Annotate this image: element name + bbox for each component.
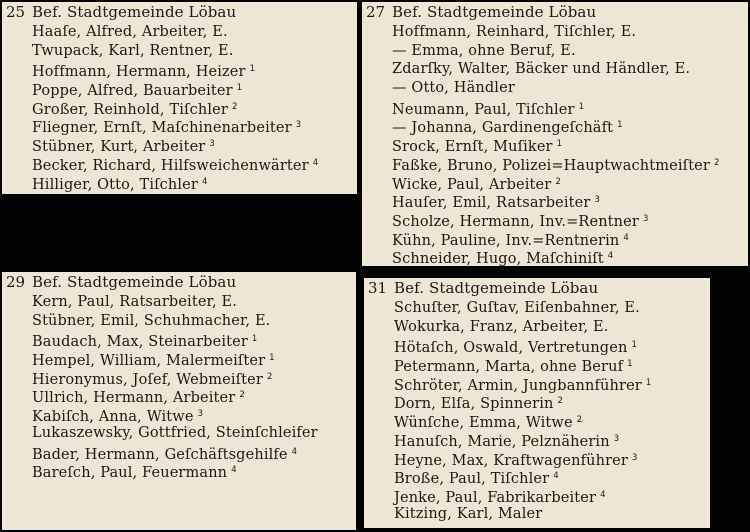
entry-list [392,23,746,266]
floor-marker: 2 [557,396,564,407]
directory-entry [32,349,354,368]
directory-entry [392,191,746,210]
page-header [362,2,748,22]
entry-text: Stübner, Emil, Schuhmacher, E. [32,312,271,329]
directory-entry [392,247,746,266]
entry-text: Fliegner, Ernſt, Maſchinenarbeiter [32,120,292,137]
directory-entry [32,23,355,42]
directory-entry [392,116,746,135]
floor-marker: 1 [251,334,258,345]
directory-entry [32,330,354,349]
floor-marker: 4 [231,465,237,476]
entry-text: Neumann, Paul, Tiſchler [392,101,575,118]
floor-marker: 4 [623,232,629,243]
directory-entry [392,79,746,98]
directory-entry [394,449,708,468]
floor-marker: 3 [613,433,620,444]
entry-text: — Otto, Händler [392,80,515,97]
floor-marker: 1 [617,120,623,131]
entry-text: Hieronymus, Joſef, Webmeiſter [32,371,263,388]
entry-text: Broße, Paul, Tiſchler [394,471,550,488]
directory-entry [392,60,746,79]
floor-marker: 4 [600,489,606,500]
floor-marker: 2 [239,390,245,401]
directory-entry [394,467,708,486]
entry-text: — Johanna, Gardinengeſchäft [392,120,614,137]
floor-marker: 1 [645,377,652,388]
entry-text: Schröter, Armin, Jungbannführer [394,377,642,394]
entry-text: Schneider, Hugo, Maſchiniſt [392,251,604,266]
floor-marker: 1 [236,83,243,94]
floor-marker: 1 [269,353,275,364]
entry-text: Faßke, Bruno, Polizei=Hauptwachtmeiſter [392,157,710,174]
entry-text: Hötaſch, Oswald, Vertretungen [394,340,628,357]
directory-entry [32,42,355,61]
directory-entry [32,154,355,173]
entry-text: Wünſche, Emma, Witwe [394,415,573,432]
page-25 [2,2,357,194]
floor-marker: 3 [594,195,601,206]
entry-text: Baudach, Max, Steinarbeiter [32,334,248,351]
directory-entry [32,368,354,387]
entry-text: Wicke, Paul, Arbeiter [392,176,552,193]
directory-entry [394,318,708,337]
page-number: 27 [366,3,386,21]
entry-text: Hempel, William, Malermeiſter [32,353,266,370]
directory-entry [32,443,354,462]
page-number: 31 [368,279,388,297]
entry-text: Hoffmann, Reinhard, Tiſchler, E. [392,24,637,40]
page-27 [362,2,748,266]
directory-entry [32,293,354,312]
entry-text: Hilliger, Otto, Tiſchler [32,176,198,193]
directory-entry [394,505,708,524]
directory-entry [32,60,355,79]
entry-text: Dorn, Elſa, Spinnerin [394,396,554,413]
entry-list [394,299,708,523]
directory-entry [394,430,708,449]
district-heading: Bef. Stadtgemeinde Löbau [392,3,597,21]
entry-text: Petermann, Marta, ohne Beruf [394,359,624,376]
entry-text: Bareſch, Paul, Feuermann [32,465,228,482]
entry-text: Hoffmann, Hermann, Heizer [32,64,246,81]
floor-marker: 1 [578,101,585,112]
directory-entry [32,79,355,98]
page-header [2,2,357,22]
directory-entry [392,42,746,61]
directory-entry [32,116,355,135]
floor-marker: 4 [553,471,559,482]
directory-entry [392,154,746,173]
page-header [2,272,356,292]
entry-text: Kern, Paul, Ratsarbeiter, E. [32,294,238,310]
directory-entry [32,461,354,480]
floor-marker: 1 [249,64,256,75]
page-31 [364,278,710,528]
floor-marker: 4 [312,157,319,168]
entry-text: Kabiſch, Anna, Witwe [32,409,194,426]
directory-entry [394,392,708,411]
floor-marker: 1 [627,359,633,370]
entry-text: Bader, Hermann, Geſchäftsgehilfe [32,446,288,463]
entry-list [32,293,354,480]
directory-entry [32,405,354,424]
entry-text: Zdarſky, Walter, Bäcker und Händler, E. [392,61,691,78]
directory-entry [394,355,708,374]
entry-text: Kitzing, Karl, Maler [394,505,543,522]
directory-entry [394,299,708,318]
directory-entry [392,229,746,248]
entry-text: Haaſe, Alfred, Arbeiter, E. [32,24,228,40]
floor-marker: 3 [295,120,302,131]
floor-marker: 4 [291,446,298,457]
floor-marker: 2 [555,176,561,187]
directory-entry [32,424,354,443]
entry-text: Wokurka, Franz, Arbeiter, E. [394,318,609,335]
entry-text: Jenke, Paul, Fabrikarbeiter [394,489,597,506]
floor-marker: 3 [642,213,649,224]
entry-text: Ullrich, Hermann, Arbeiter [32,390,236,407]
floor-marker: 2 [576,415,583,426]
directory-entry [394,374,708,393]
directory-entry [394,336,708,355]
directory-entry [394,486,708,505]
directory-entry [392,98,746,117]
directory-entry [394,411,708,430]
entry-text: — Emma, ohne Beruf, E. [392,42,576,59]
entry-text: Hauſer, Emil, Ratsarbeiter [392,195,591,212]
floor-marker: 1 [556,139,563,150]
directory-entry [32,312,354,331]
floor-marker: 1 [631,340,638,351]
floor-marker: 3 [632,452,638,463]
directory-entry [392,210,746,229]
floor-marker: 3 [197,409,204,420]
district-heading: Bef. Stadtgemeinde Löbau [32,3,237,21]
page-number: 25 [6,3,26,21]
entry-text: Kühn, Pauline, Inv.=Rentnerin [392,232,620,249]
floor-marker: 4 [607,251,614,262]
floor-marker: 4 [202,176,208,187]
entry-text: Großer, Reinhold, Tiſchler [32,101,228,118]
district-heading: Bef. Stadtgemeinde Löbau [32,273,237,291]
floor-marker: 2 [231,101,238,112]
directory-entry [32,173,355,192]
page-number: 29 [6,273,26,291]
entry-text: Scholze, Hermann, Inv.=Rentner [392,213,639,230]
entry-text: Twupack, Karl, Rentner, E. [32,42,234,59]
directory-entry [392,173,746,192]
directory-entry [392,135,746,154]
directory-entry [32,386,354,405]
directory-entry [32,135,355,154]
entry-text: Stübner, Kurt, Arbeiter [32,139,206,156]
floor-marker: 3 [209,139,215,150]
directory-entry [32,98,355,117]
entry-text: Heyne, Max, Kraftwagenführer [394,452,628,469]
entry-text: Schuſter, Guſtav, Eiſenbahner, E. [394,300,640,316]
floor-marker: 2 [714,157,720,168]
entry-text: Lukaszewsky, Gottfried, Steinſchleifer [32,424,318,441]
entry-list [32,23,355,191]
directory-entry [392,23,746,42]
entry-text: Srock, Ernſt, Muſiker [392,139,553,156]
entry-text: Becker, Richard, Hilfsweichenwärter [32,157,309,174]
entry-text: Hanuſch, Marie, Pelznäherin [394,433,610,450]
page-header [364,278,710,298]
page-29 [2,272,356,530]
entry-text: Poppe, Alfred, Bauarbeiter [32,83,233,100]
floor-marker: 2 [266,371,273,382]
district-heading: Bef. Stadtgemeinde Löbau [394,279,599,297]
